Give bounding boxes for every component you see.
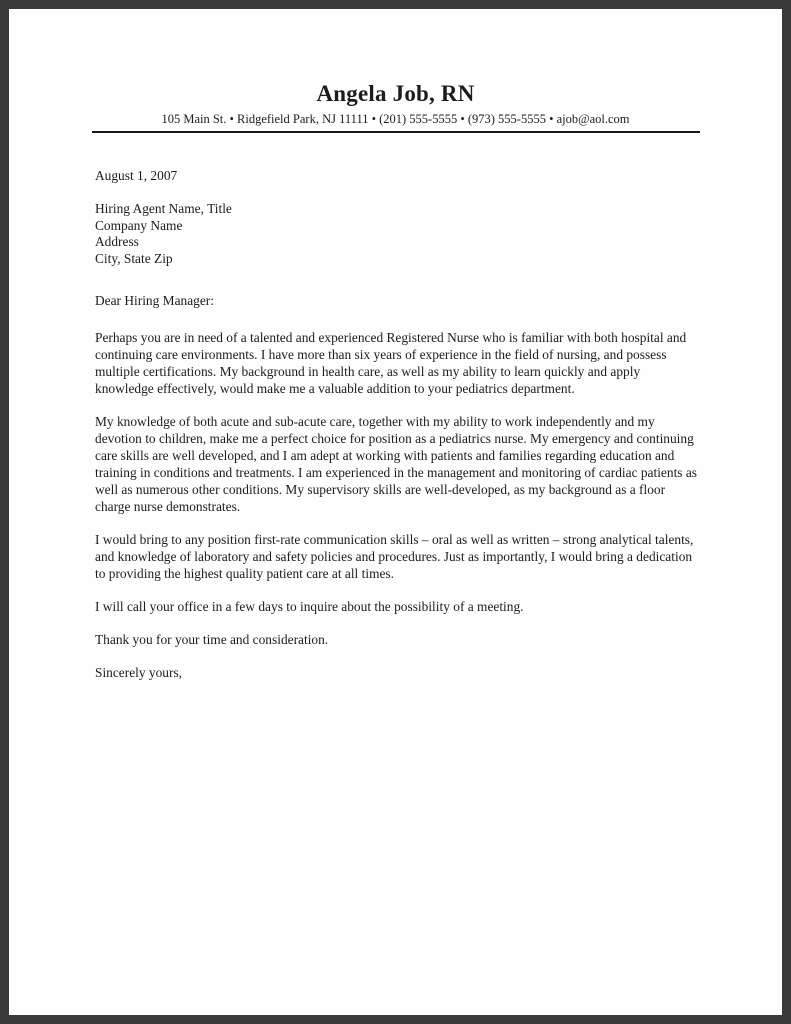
- letter-sheet: [9, 9, 782, 1015]
- header-rule: [92, 131, 700, 133]
- body-paragraph: Thank you for your time and consideration.: [95, 632, 329, 647]
- recipient-line: City, State Zip: [95, 250, 173, 266]
- letter-header: [9, 9, 782, 133]
- body-paragraph: My knowledge of both acute and sub-acute care, together with my ability to work independently and my devotion to children, make me a perfect choice for position as a pediatrics nurse. My emergency and continuing care skills are well developed, and I am adept at working with patients and families regarding education and training in conditions and treatments. I am experienced in the management and monitoring of cardiac patients as well as numerous other conditions. My supervisory skills are well-developed, as my background as a floor charge nurse demonstrates.: [95, 414, 698, 514]
- body-paragraph: I would bring to any position first-rate communication skills – oral as well as written – strong analytical talents, and knowledge of laboratory and safety policies and procedures. Just as importantly, I would bring a dedication to providing the highest quality patient care at all times.: [95, 532, 694, 581]
- letter-body: [95, 167, 698, 681]
- recipient-line: Hiring Agent Name, Title: [95, 201, 232, 216]
- author-name: Angela Job, RN: [316, 81, 475, 106]
- recipient-block: [95, 201, 698, 267]
- salutation: Dear Hiring Manager:: [95, 293, 214, 308]
- contact-line: 105 Main St. • Ridgefield Park, NJ 11111 • (201) 555-5555 • (973) 555-5555 • ajob@aol.com: [161, 112, 630, 126]
- closing: Sincerely yours,: [95, 665, 183, 680]
- letter-date: August 1, 2007: [95, 168, 178, 183]
- body-paragraph: Perhaps you are in need of a talented and experienced Registered Nurse who is familiar with both hospital and continuing care environments. I have more than six years of experience in the field of nursing, and possess multiple certifications. My background in health care, as well as my ability to learn quickly and apply knowledge effectively, would make me a valuable addition to your pediatrics department.: [95, 330, 687, 396]
- recipient-line: Company Name: [95, 217, 183, 233]
- recipient-line: Address: [95, 234, 139, 249]
- body-paragraph: I will call your office in a few days to inquire about the possibility of a meeting.: [95, 599, 524, 614]
